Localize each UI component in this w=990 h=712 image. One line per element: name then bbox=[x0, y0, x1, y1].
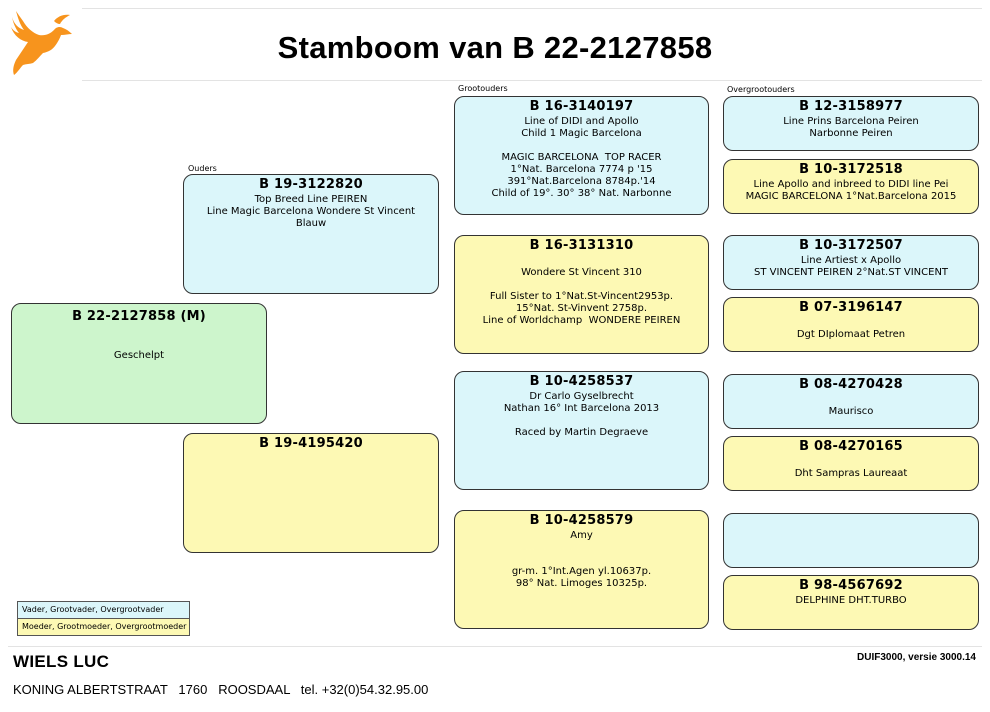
subject-ring-number: B 22-2127858 (M) bbox=[72, 309, 206, 324]
owner-address: KONING ALBERTSTRAAT 1760 ROOSDAAL tel. +32(0)54.32.95.00 bbox=[13, 682, 429, 697]
grandparent-line: Line of Worldchamp WONDERE PEIREN bbox=[482, 315, 681, 326]
grandparent-line: Child of 19°. 30° 38° Nat. Narbonne bbox=[491, 188, 672, 199]
great-grandparent-line bbox=[724, 317, 978, 329]
subject-line bbox=[12, 326, 266, 338]
great-grandparent-line: Dht Sampras Laureaat bbox=[794, 468, 908, 479]
grandparent-line bbox=[455, 140, 708, 152]
grandparent-line bbox=[455, 279, 708, 291]
parent-line: Top Breed Line PEIREN bbox=[254, 194, 368, 205]
great-grandparent-card-3[interactable] bbox=[723, 235, 979, 290]
header-top-rule bbox=[82, 8, 982, 9]
great-grandparent-line: Narbonne Peiren bbox=[809, 128, 893, 139]
great-grandparent-line bbox=[724, 456, 978, 468]
section-label-overgrootouders: Overgrootouders bbox=[727, 85, 795, 94]
great-grandparent-line: Maurisco bbox=[828, 406, 874, 417]
great-grandparent-ring-number: B 10-3172507 bbox=[799, 238, 903, 253]
great-grandparent-card-8[interactable] bbox=[723, 575, 979, 630]
great-grandparent-line: Dgt DIplomaat Petren bbox=[796, 329, 906, 340]
grandparent-line: 98° Nat. Limoges 10325p. bbox=[515, 578, 648, 589]
great-grandparent-ring-number: B 10-3172518 bbox=[799, 162, 903, 177]
grandparent-line: Full Sister to 1°Nat.St-Vincent2953p. bbox=[489, 291, 674, 302]
software-version: DUIF3000, versie 3000.14 bbox=[857, 652, 976, 663]
great-grandparent-line: Line Prins Barcelona Peiren bbox=[783, 116, 919, 127]
great-grandparent-line bbox=[724, 394, 978, 406]
grandparent-ring-number: B 10-4258579 bbox=[529, 513, 634, 528]
parent-line: Blauw bbox=[295, 218, 327, 229]
footer-top-rule bbox=[8, 646, 982, 647]
great-grandparent-ring-number: B 08-4270428 bbox=[799, 377, 903, 392]
page-title: Stamboom van B 22-2127858 bbox=[277, 30, 713, 65]
grandparent-line: Dr Carlo Gyselbrecht bbox=[529, 391, 634, 402]
grandparent-line bbox=[455, 255, 708, 267]
section-label-grootouders: Grootouders bbox=[458, 84, 508, 93]
great-grandparent-line: MAGIC BARCELONA 1°Nat.Barcelona 2015 bbox=[745, 191, 957, 202]
parent-card-mother[interactable] bbox=[183, 433, 439, 553]
great-grandparent-line: Line Apollo and inbreed to DIDI line Pei bbox=[753, 179, 949, 190]
grandparent-line: 15°Nat. St-Vinvent 2758p. bbox=[515, 303, 648, 314]
grandparent-line bbox=[455, 415, 708, 427]
grandparent-line: Child 1 Magic Barcelona bbox=[521, 128, 642, 139]
grandparent-card-2[interactable] bbox=[454, 235, 709, 354]
legend-female: Moeder, Grootmoeder, Overgrootmoeder bbox=[18, 619, 189, 635]
grandparent-line bbox=[455, 554, 708, 566]
great-grandparent-card-7[interactable] bbox=[723, 513, 979, 568]
great-grandparent-ring-number: B 08-4270165 bbox=[799, 439, 903, 454]
grandparent-line: Nathan 16° Int Barcelona 2013 bbox=[503, 403, 660, 414]
grandparent-card-3[interactable] bbox=[454, 371, 709, 490]
grandparent-line: Wondere St Vincent 310 bbox=[521, 267, 642, 278]
grandparent-ring-number: B 16-3131310 bbox=[529, 238, 634, 253]
legend-male: Vader, Grootvader, Overgrootvader bbox=[18, 602, 189, 619]
great-grandparent-card-1[interactable] bbox=[723, 96, 979, 151]
great-grandparent-ring-number: B 98-4567692 bbox=[799, 578, 903, 593]
great-grandparent-card-2[interactable] bbox=[723, 159, 979, 214]
subject-line: Geschelpt bbox=[113, 350, 165, 361]
grandparent-card-1[interactable] bbox=[454, 96, 709, 215]
great-grandparent-ring-number: B 12-3158977 bbox=[799, 99, 903, 114]
grandparent-ring-number: B 16-3140197 bbox=[529, 99, 634, 114]
great-grandparent-ring-number: B 07-3196147 bbox=[799, 300, 903, 315]
grandparent-line bbox=[455, 542, 708, 554]
grandparent-line: Raced by Martin Degraeve bbox=[514, 427, 649, 438]
owner-name: WIELS LUC bbox=[13, 652, 110, 671]
grandparent-line: gr-m. 1°Int.Agen yl.10637p. bbox=[511, 566, 652, 577]
grandparent-ring-number: B 10-4258537 bbox=[529, 374, 634, 389]
grandparent-card-4[interactable] bbox=[454, 510, 709, 629]
subject-line bbox=[12, 338, 266, 350]
parent-ring-number: B 19-4195420 bbox=[259, 436, 363, 451]
header-bottom-rule bbox=[82, 80, 982, 81]
great-grandparent-line: ST VINCENT PEIREN 2°Nat.ST VINCENT bbox=[753, 267, 949, 278]
great-grandparent-card-6[interactable] bbox=[723, 436, 979, 491]
parent-line: Line Magic Barcelona Wondere St Vincent bbox=[206, 206, 416, 217]
grandparent-line: MAGIC BARCELONA TOP RACER bbox=[501, 152, 662, 163]
color-legend bbox=[17, 601, 190, 636]
parent-ring-number: B 19-3122820 bbox=[259, 177, 363, 192]
great-grandparent-line: Line Artiest x Apollo bbox=[800, 255, 902, 266]
subject-card[interactable] bbox=[11, 303, 267, 424]
parent-card-father[interactable] bbox=[183, 174, 439, 294]
great-grandparent-card-4[interactable] bbox=[723, 297, 979, 352]
grandparent-line: Amy bbox=[570, 530, 593, 541]
grandparent-line: Line of DIDI and Apollo bbox=[524, 116, 639, 127]
section-label-ouders: Ouders bbox=[188, 164, 217, 173]
great-grandparent-line: DELPHINE DHT.TURBO bbox=[795, 595, 907, 606]
grandparent-line: 391°Nat.Barcelona 8784p.'14 bbox=[507, 176, 656, 187]
grandparent-line: 1°Nat. Barcelona 7774 p '15 bbox=[510, 164, 653, 175]
great-grandparent-card-5[interactable] bbox=[723, 374, 979, 429]
